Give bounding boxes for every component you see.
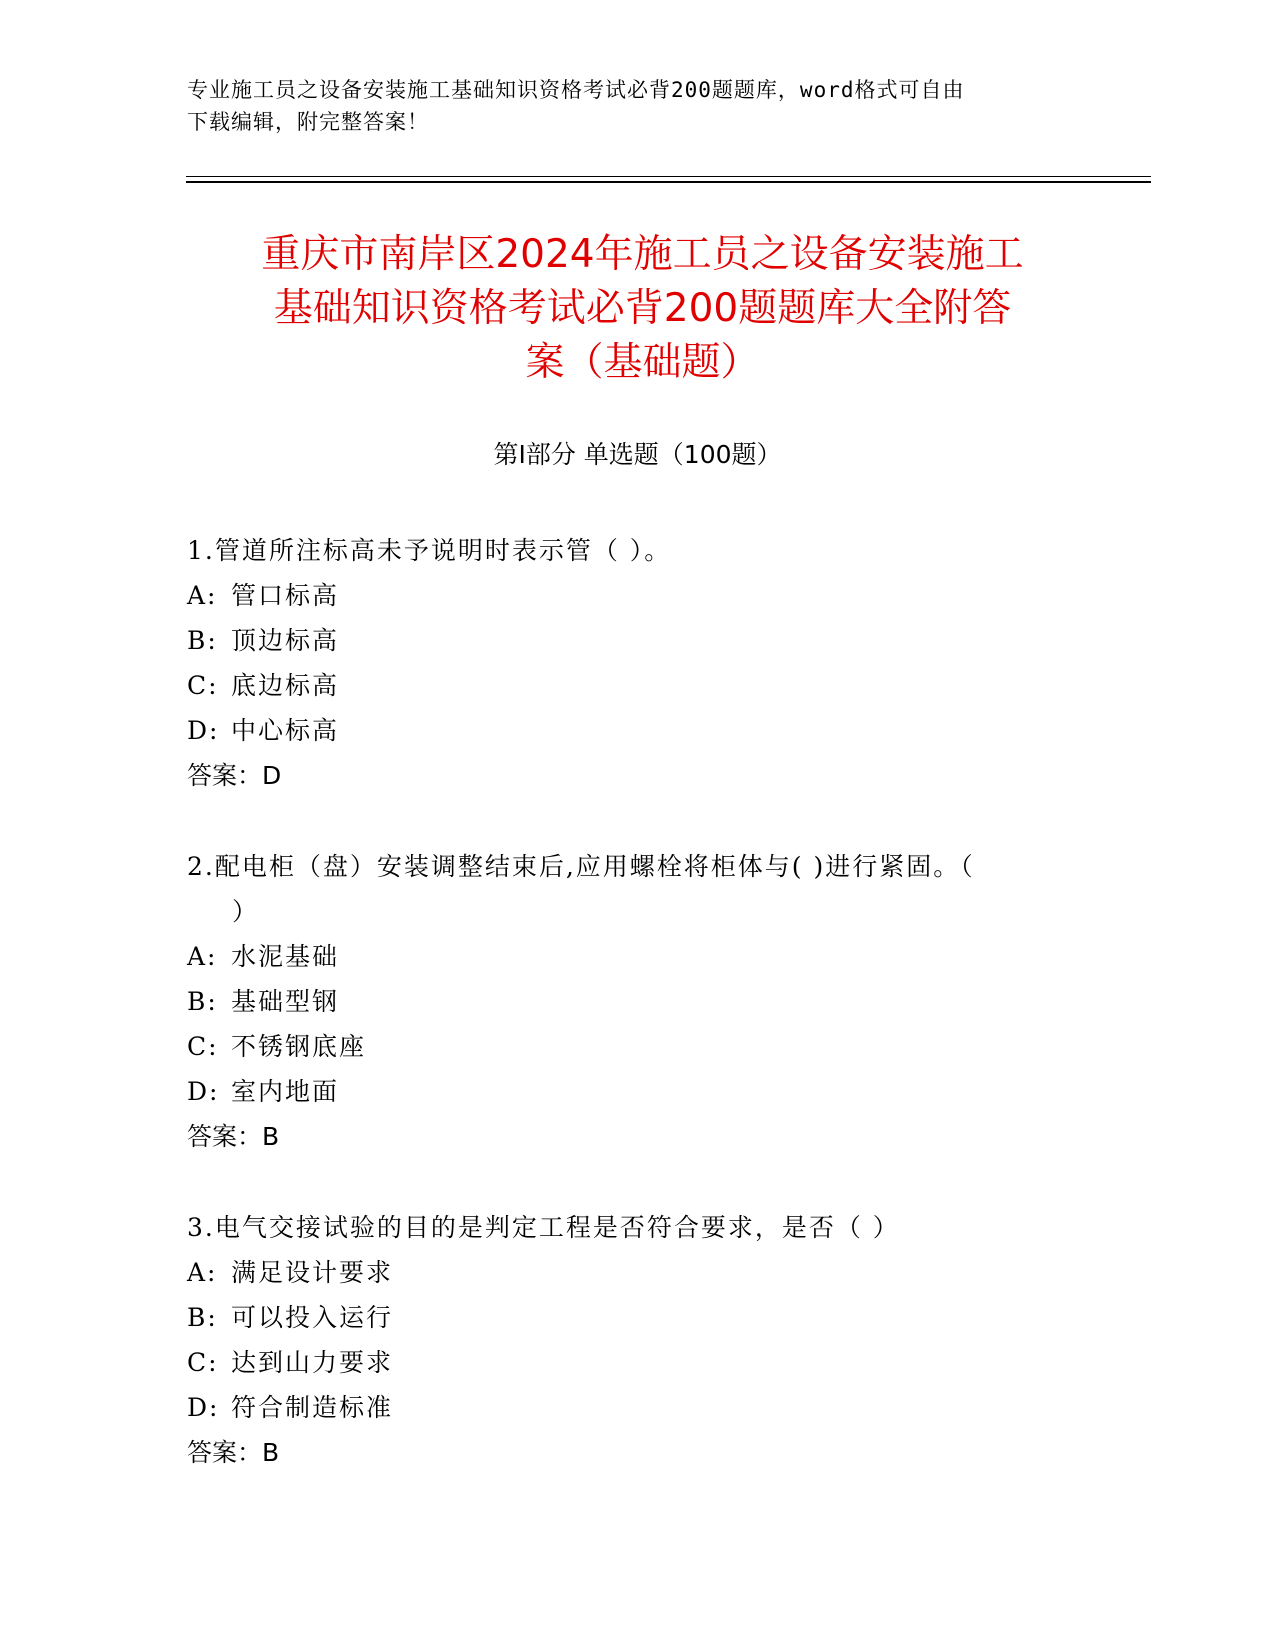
option-b <box>187 979 1087 1024</box>
question-stem <box>187 844 1087 934</box>
option-text: 管口标高 <box>231 581 340 610</box>
header-note-line-2: 下载编辑，附完整答案！ <box>187 110 429 134</box>
option-text: 基础型钢 <box>231 987 340 1016</box>
title-line-2: 基础知识资格考试必背200题题库大全附答 <box>273 286 1012 331</box>
option-letter: D: <box>187 1393 220 1422</box>
option-letter: D: <box>187 1077 220 1106</box>
option-text: 中心标高 <box>231 716 340 745</box>
header-divider-thin <box>186 176 1151 177</box>
option-d <box>187 1069 1087 1114</box>
header-note <box>187 74 1087 138</box>
title-line-1: 重庆市南岸区2024年施工员之设备安装施工 <box>261 232 1024 277</box>
option-letter: A: <box>187 942 218 971</box>
question-1 <box>187 528 1087 798</box>
option-text: 可以投入运行 <box>231 1303 394 1332</box>
question-3 <box>187 1205 1087 1475</box>
question-list <box>187 528 1087 1521</box>
option-a <box>187 573 1087 618</box>
option-letter: D: <box>187 716 220 745</box>
option-letter: B: <box>187 1303 218 1332</box>
option-letter: C: <box>187 1032 219 1061</box>
option-b <box>187 618 1087 663</box>
question-stem-text: 3.电气交接试验的目的是判定工程是否符合要求，是否（ ） <box>187 1213 900 1242</box>
title-line-3: 案（基础题） <box>525 340 760 385</box>
option-letter: A: <box>187 1258 218 1287</box>
option-text: 不锈钢底座 <box>231 1032 367 1061</box>
section-heading: 第Ⅰ部分 单选题（100题） <box>493 440 782 469</box>
answer-line: 答案：D <box>187 761 282 790</box>
option-c <box>187 1024 1087 1069</box>
option-b <box>187 1295 1087 1340</box>
option-a <box>187 934 1087 979</box>
option-letter: B: <box>187 626 218 655</box>
answer-line: 答案：B <box>187 1438 280 1467</box>
document-title <box>180 228 1105 390</box>
option-c <box>187 1340 1087 1385</box>
question-stem-text: 2.配电柜（盘）安装调整结束后,应用螺栓将柜体与( )进行紧固。（ <box>187 852 975 881</box>
option-text: 室内地面 <box>231 1077 340 1106</box>
header-note-line-1: 专业施工员之设备安装施工基础知识资格考试必背200题题库，word格式可自由 <box>187 78 965 102</box>
option-d <box>187 708 1087 753</box>
option-a <box>187 1250 1087 1295</box>
option-letter: A: <box>187 581 218 610</box>
option-letter: C: <box>187 1348 219 1377</box>
question-stem <box>187 1205 1087 1250</box>
question-stem <box>187 528 1087 573</box>
option-d <box>187 1385 1087 1430</box>
answer-line: 答案：B <box>187 1122 280 1151</box>
option-text: 满足设计要求 <box>231 1258 394 1287</box>
header-divider-thick <box>186 181 1151 183</box>
question-2 <box>187 844 1087 1159</box>
question-stem-text: 1.管道所注标高未予说明时表示管（ ）。 <box>187 536 672 565</box>
option-text: 顶边标高 <box>231 626 340 655</box>
option-text: 底边标高 <box>231 671 340 700</box>
option-text: 符合制造标准 <box>231 1393 394 1422</box>
option-letter: B: <box>187 987 218 1016</box>
option-text: 达到山力要求 <box>231 1348 394 1377</box>
option-c <box>187 663 1087 708</box>
option-letter: C: <box>187 671 219 700</box>
question-stem-continuation: ） <box>232 897 260 926</box>
option-text: 水泥基础 <box>231 942 340 971</box>
